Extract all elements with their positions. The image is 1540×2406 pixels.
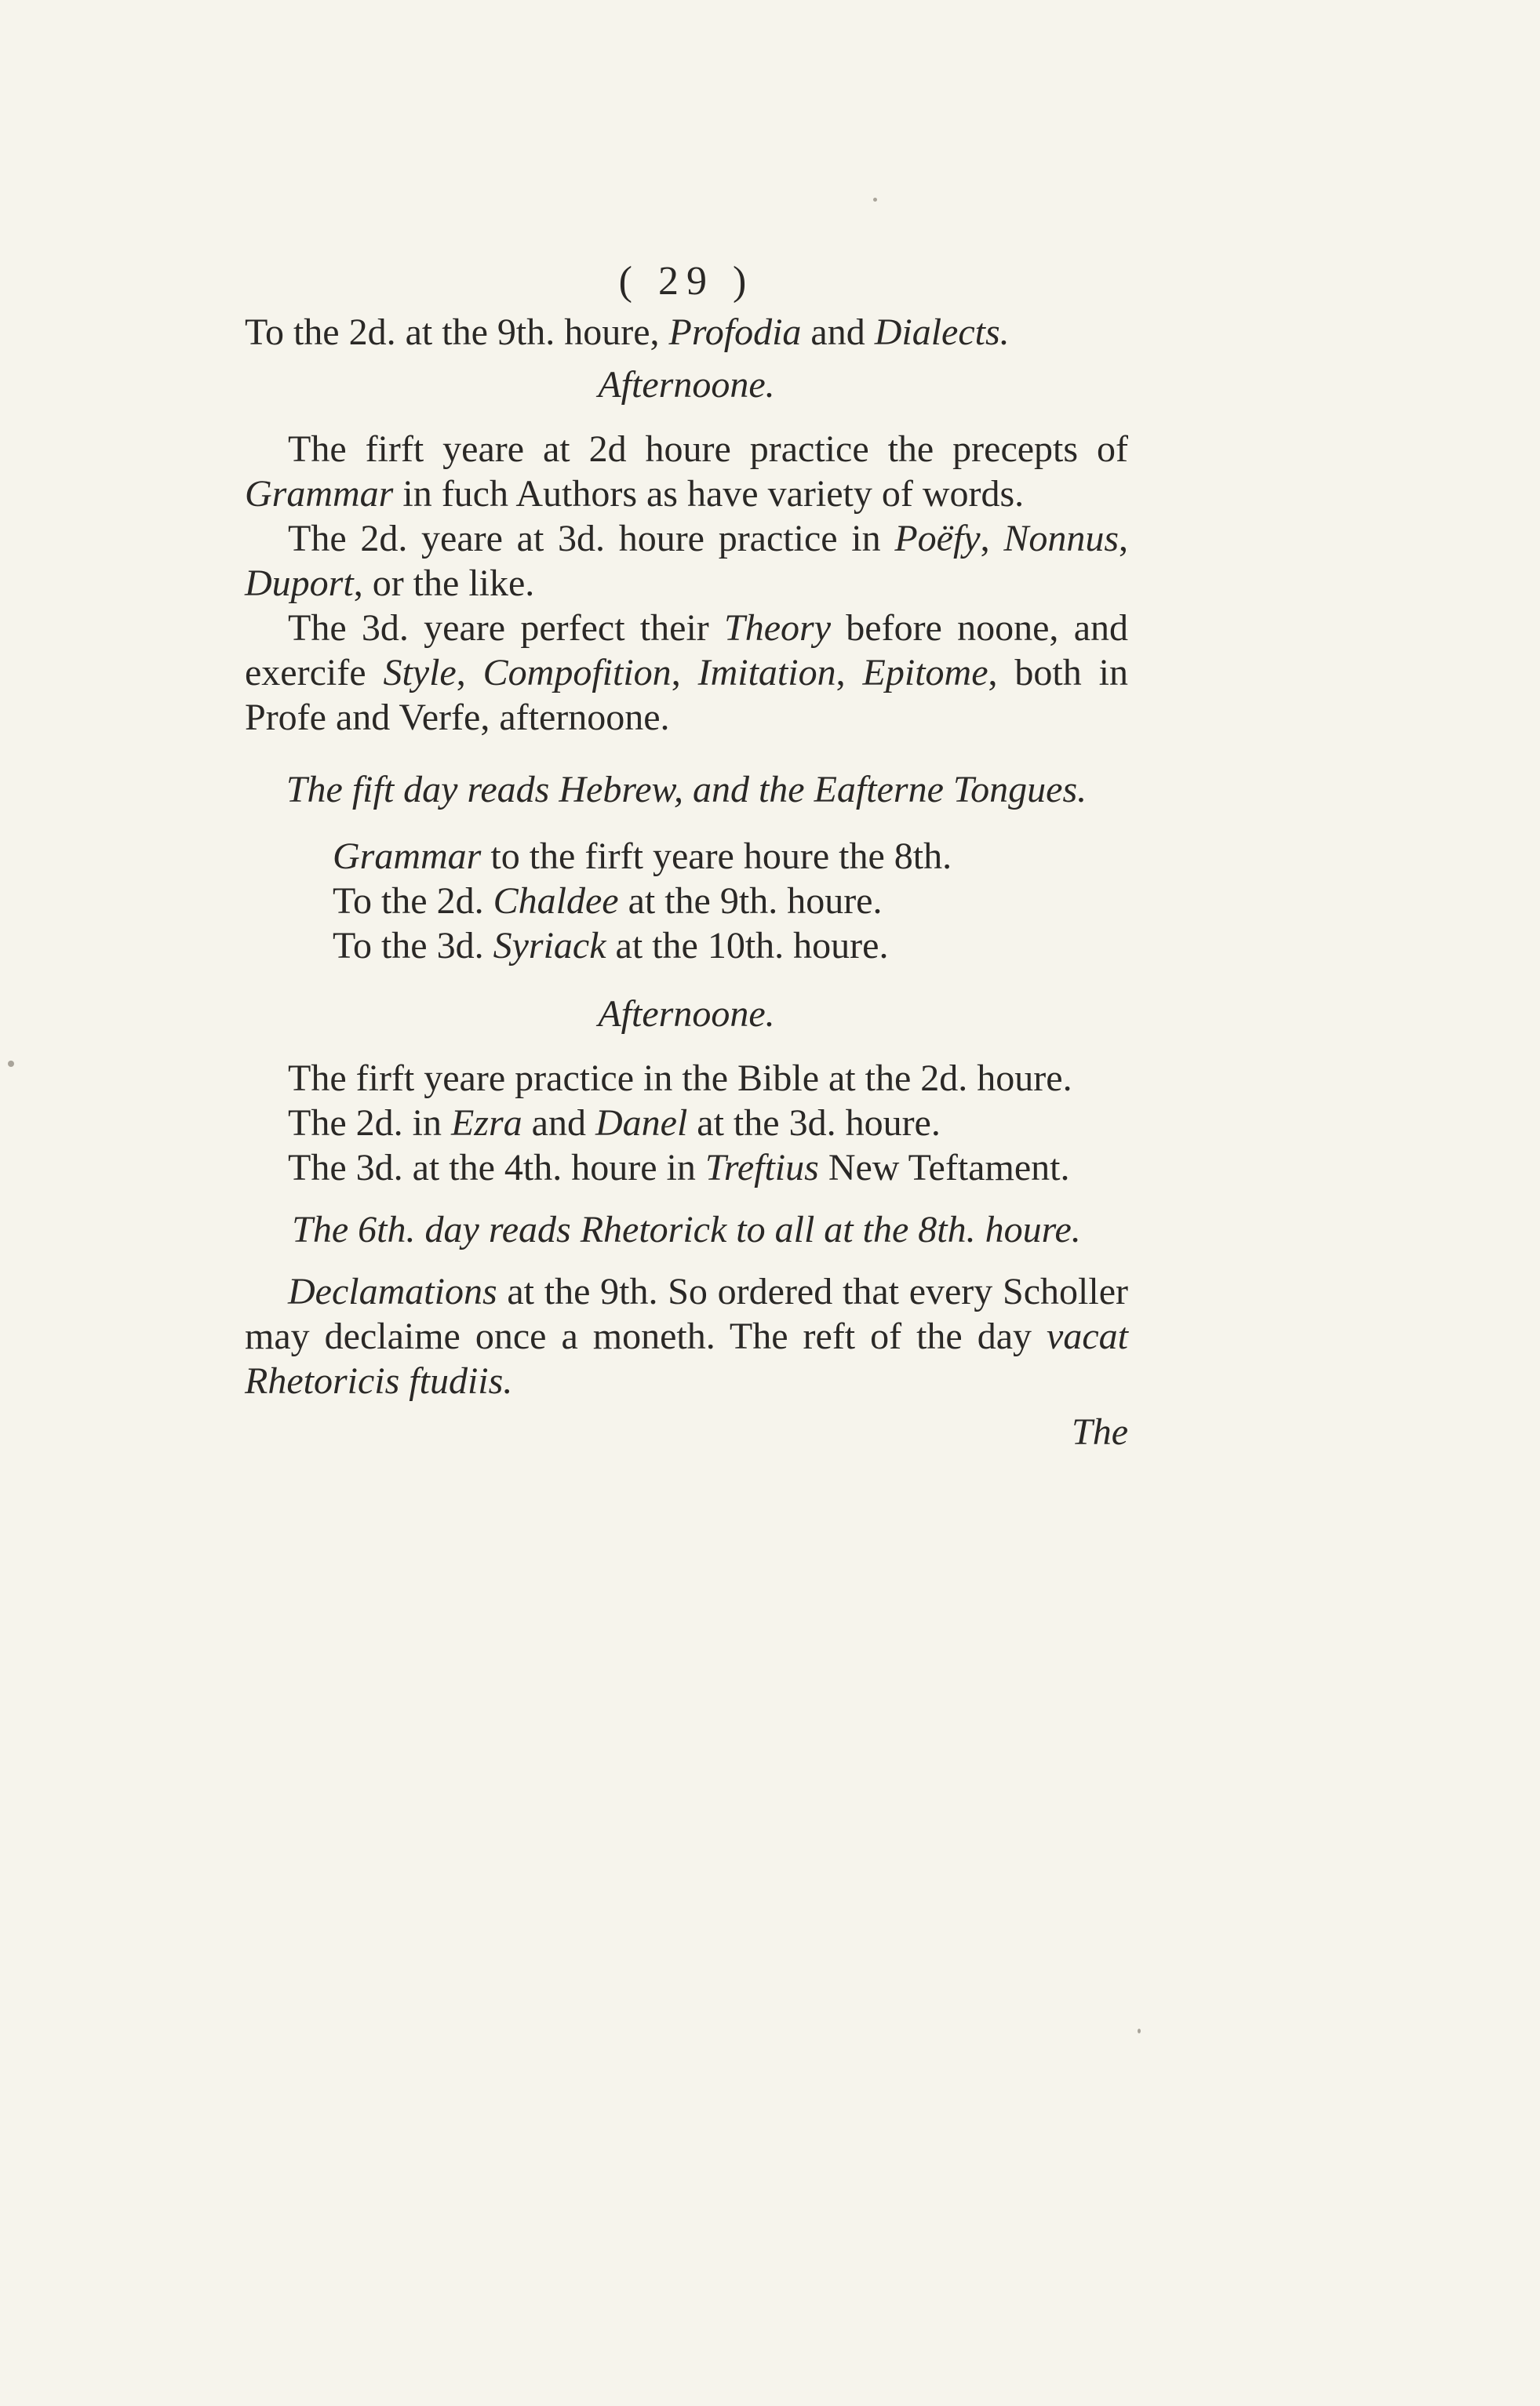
term-grammar: Grammar [245, 473, 394, 515]
document-page [245, 259, 1128, 1454]
subheading-afternoone-1: Afternoone. [598, 364, 775, 406]
list-line-chaldee [333, 879, 1128, 923]
term-composition: Compofition [482, 652, 672, 693]
p5-text-a: The 2d. in [288, 1102, 451, 1144]
term-danel: Danel [595, 1102, 688, 1144]
p3-text-e: , [836, 652, 863, 693]
p6-text-b: New Teftament. [818, 1147, 1070, 1188]
list3-text-b: at the 10th. houre. [606, 925, 889, 966]
heading-sixth-day: The 6th. day reads Rhetorick to all at the 8th. houre. [292, 1209, 1081, 1250]
p2-comma-1: , [980, 518, 1004, 559]
p3-text-c: , [456, 652, 483, 693]
paragraph-trestius [245, 1145, 1128, 1190]
term-declamations: Declamations [288, 1271, 497, 1312]
line1-start: To the 2d. at the 9th. houre, [245, 311, 669, 353]
page-number: ( 29 ) [618, 259, 755, 304]
p5-text-c: at the 3d. houre. [687, 1102, 941, 1144]
p2-text-a: The 2d. yeare at 3d. houre practice in [288, 518, 895, 559]
term-chaldee: Chaldee [493, 880, 619, 922]
paper-speck [1138, 2029, 1141, 2033]
term-nonnus: Nonnus [1003, 518, 1120, 559]
p2-text-b: , or the like. [353, 562, 535, 604]
term-trestius: Treftius [704, 1147, 819, 1188]
p3-text-a: The 3d. yeare perfect their [288, 607, 725, 649]
paragraph-prosodia [245, 310, 1128, 355]
paragraph-third-year [245, 606, 1128, 740]
paragraph-first-year [245, 427, 1128, 516]
paragraph-declamations [245, 1269, 1128, 1403]
term-imitation: Imitation [697, 652, 836, 693]
term-dialects: Dialects. [874, 311, 1010, 353]
paragraph-ezra [245, 1101, 1128, 1145]
p3-text-b: before noone, and exercife [245, 607, 1128, 693]
list-line-syriack [333, 923, 1128, 968]
p3-text-f: , both in Profe and Verfe, afternoone. [245, 652, 1129, 738]
p2-comma-2: , [1119, 518, 1129, 559]
p3-text-d: , [671, 652, 698, 693]
p7-text-a: at the 9th. So ordered that every Scholler may declaime once a moneth. The reft of the day [245, 1271, 1128, 1357]
subheading-afternoone-2: Afternoone. [598, 993, 775, 1035]
list2-text-a: To the 2d. [333, 880, 493, 922]
catchword: The [1072, 1411, 1128, 1453]
paper-speck [873, 198, 877, 202]
term-vacat: vacat Rhetoricis ftudiis. [245, 1316, 1128, 1402]
paragraph-bible: The firft yeare practice in the Bible at the 2d. houre. [288, 1057, 1072, 1099]
list2-text-b: at the 9th. houre. [618, 880, 883, 922]
term-grammar-2: Grammar [333, 835, 482, 877]
list1-text: to the firft yeare houre the 8th. [481, 835, 952, 877]
p1-text-b: in fuch Authors as have variety of words. [393, 473, 1025, 515]
term-syriack: Syriack [493, 925, 606, 966]
term-style: Style [383, 652, 457, 693]
term-epitome: Epitome [862, 652, 988, 693]
p6-text-a: The 3d. at the 4th. houre in [288, 1147, 705, 1188]
term-duport: Duport [245, 562, 354, 604]
list3-text-a: To the 3d. [333, 925, 493, 966]
p1-text-a: The firft yeare at 2d houre practice the precepts of [288, 428, 1128, 470]
line1-and: and [801, 311, 875, 353]
term-poesy: Poëfy [894, 518, 981, 559]
paper-speck [8, 1061, 14, 1067]
term-theory: Theory [724, 607, 832, 649]
term-ezra: Ezra [450, 1102, 522, 1144]
list-line-grammar [333, 834, 1128, 879]
heading-fift-day: The fift day reads Hebrew, and the Eafterne Tongues. [286, 769, 1087, 810]
paragraph-second-year [245, 516, 1128, 606]
term-prosodia: Profodia [668, 311, 802, 353]
p5-text-b: and [522, 1102, 595, 1144]
